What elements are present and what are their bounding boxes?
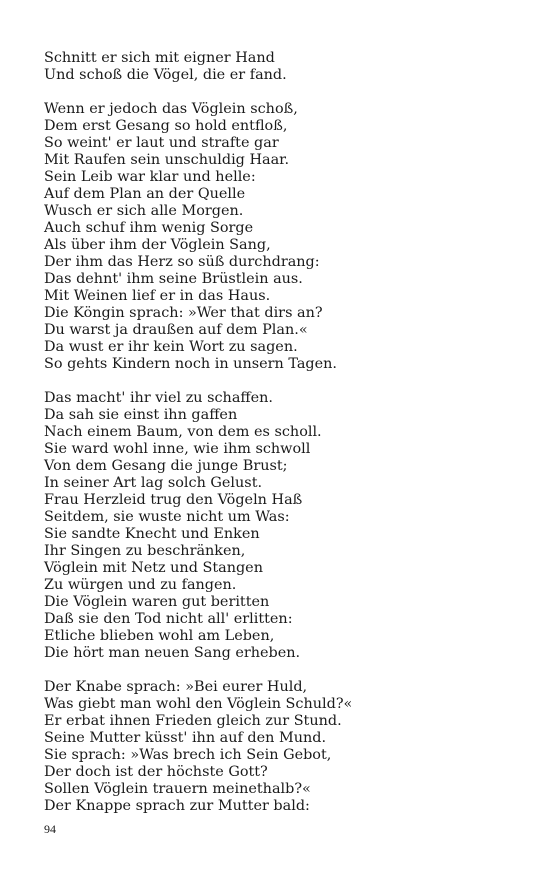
verse-line: Da wust er ihr kein Wort zu sagen. <box>44 339 298 355</box>
verse-line: Mit Weinen lief er in das Haus. <box>44 288 271 304</box>
verse-line: Sie ward wohl inne, wie ihm schwoll <box>44 441 311 457</box>
verse-line: Das macht' ihr viel zu schaffen. <box>44 390 273 406</box>
verse-line: Seitdem, sie wuste nicht um Was: <box>44 509 290 525</box>
verse-line: So weint' er laut und strafte gar <box>44 135 279 151</box>
verse-line: Sie sprach: »Was brech ich Sein Gebot, <box>44 747 332 763</box>
verse-line: Die Vöglein waren gut beritten <box>44 594 270 610</box>
verse-line: Nach einem Baum, von dem es scholl. <box>44 424 322 440</box>
verse-line: In seiner Art lag solch Gelust. <box>44 475 263 491</box>
verse-line: Und schoß die Vögel, die er fand. <box>44 67 287 83</box>
verse-line: Der doch ist der höchste Gott? <box>44 764 268 780</box>
verse-line: Was giebt man wohl den Vöglein Schuld?« <box>44 696 353 712</box>
verse-line: Du warst ja draußen auf dem Plan.« <box>44 322 308 338</box>
verse-line: Dem erst Gesang so hold entfloß, <box>44 118 288 134</box>
verse-line: So gehts Kindern noch in unsern Tagen. <box>44 356 337 372</box>
verse-line: Sie sandte Knecht und Enken <box>44 526 260 542</box>
verse-line: Da sah sie einst ihn gaffen <box>44 407 238 423</box>
verse-line: Seine Mutter küsst' ihn auf den Mund. <box>44 730 327 746</box>
stanza-1 <box>44 50 514 84</box>
verse-line: Von dem Gesang die junge Brust; <box>44 458 288 474</box>
verse-line: Sein Leib war klar und helle: <box>44 169 256 185</box>
verse-line: Etliche blieben wohl am Leben, <box>44 628 275 644</box>
stanza-4 <box>44 679 514 815</box>
verse-line: Daß sie den Tod nicht all' erlitten: <box>44 611 293 627</box>
verse-line: Die Köngin sprach: »Wer that dirs an? <box>44 305 323 321</box>
verse-line: Er erbat ihnen Frieden gleich zur Stund. <box>44 713 342 729</box>
verse-line: Frau Herzleid trug den Vögeln Haß <box>44 492 303 508</box>
stanza-3 <box>44 390 514 662</box>
verse-line: Das dehnt' ihm seine Brüstlein aus. <box>44 271 303 287</box>
verse-line: Mit Raufen sein unschuldig Haar. <box>44 152 290 168</box>
verse-line: Wusch er sich alle Morgen. <box>44 203 244 219</box>
verse-line: Zu würgen und zu fangen. <box>44 577 237 593</box>
verse-line: Als über ihm der Vöglein Sang, <box>44 237 271 253</box>
verse-line: Schnitt er sich mit eigner Hand <box>44 50 275 66</box>
poem-text <box>44 50 514 832</box>
page-number: 94 <box>44 822 56 836</box>
stanza-2 <box>44 101 514 373</box>
verse-line: Der Knappe sprach zur Mutter bald: <box>44 798 310 814</box>
verse-line: Vöglein mit Netz und Stangen <box>44 560 263 576</box>
verse-line: Auf dem Plan an der Quelle <box>44 186 246 202</box>
verse-line: Auch schuf ihm wenig Sorge <box>44 220 254 236</box>
verse-line: Der Knabe sprach: »Bei eurer Huld, <box>44 679 308 695</box>
verse-line: Wenn er jedoch das Vöglein schoß, <box>44 101 298 117</box>
verse-line: Der ihm das Herz so süß durchdrang: <box>44 254 320 270</box>
verse-line: Ihr Singen zu beschränken, <box>44 543 246 559</box>
verse-line: Die hört man neuen Sang erheben. <box>44 645 301 661</box>
verse-line: Sollen Vöglein trauern meinethalb?« <box>44 781 311 797</box>
